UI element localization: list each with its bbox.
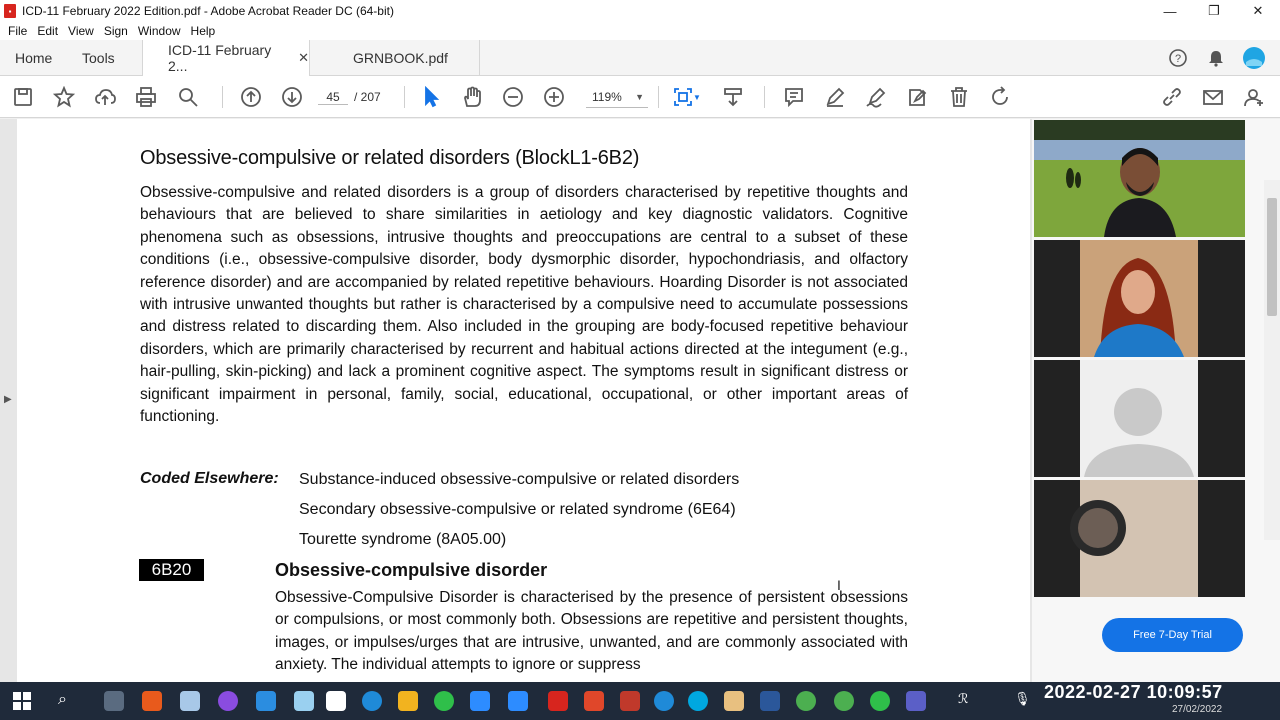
tab-home-label: Home: [15, 50, 53, 66]
coded-item: Tourette syndrome (8A05.00): [299, 531, 507, 548]
app-icon[interactable]: [180, 691, 200, 711]
section-heading: Obsessive-compulsive or related disorders (BlockL1-6B2): [140, 147, 640, 169]
video-participant-1: [1034, 120, 1245, 237]
close-window-button[interactable]: ✕: [1252, 3, 1264, 18]
notification-bell-icon[interactable]: [1204, 46, 1228, 70]
vlc-icon[interactable]: [142, 691, 162, 711]
tab-grnbook-label: GRNBOOK.pdf: [353, 50, 448, 66]
ie-icon[interactable]: [654, 691, 674, 711]
microphone-icon[interactable]: 🎙: [1014, 691, 1031, 706]
text-cursor-icon: I: [837, 577, 841, 593]
document-viewport[interactable]: [0, 119, 1032, 682]
minimize-button[interactable]: —: [1163, 3, 1177, 19]
app-icon[interactable]: [724, 691, 744, 711]
zoom-level-select[interactable]: [586, 86, 648, 108]
menu-bar: [0, 22, 1280, 40]
chrome-icon[interactable]: [796, 691, 816, 711]
app-icon[interactable]: [584, 691, 604, 711]
toolbar-divider: [764, 86, 765, 108]
disorder-heading: Obsessive-compulsive disorder: [275, 560, 548, 580]
section-paragraph: Obsessive-compulsive and related disorders is a group of disorders characterised by repetitive thoughts and behaviours that are believed to share similarities in aetiology and key diagnostic validators. Cognitive phenomena such as obsessions, intrusive thoughts and preoccupations are central to a subset of these conditions (i.e., obsessive-compulsive disorder, body dysmorphic disorder, hypochondriasis, and olfactory reference disorder) and are accompanied by related repetitive behaviours. Hoarding Disorder is not associated with intrusive unwanted thoughts but rather is characterised by a compulsive need to accumulate possessions and distress related to discarding them. Also included in the grouping are body-focused repetitive behaviour disorders, which are primarily characterised by recurrent and habitual actions directed at the integument (e.g., hair-pulling, skin-picking) and lack a prominent cognitive aspect. The symptoms result in significant distress or significant impairment in personal, family, social, educational, occupational, or other important areas of functioning.: [140, 184, 908, 426]
fit-dropdown-chevron-icon[interactable]: ▼: [693, 92, 701, 102]
clock-overlay: 2022-02-27 10:09:57: [1044, 682, 1223, 702]
app-icon[interactable]: [294, 691, 314, 711]
hand-tool-icon[interactable]: [459, 84, 485, 110]
video-participant-3: [1034, 360, 1245, 477]
svg-text:?: ?: [1174, 53, 1182, 65]
coded-item: Secondary obsessive-compulsive or related syndrome (6E64): [299, 501, 736, 518]
account-avatar-icon[interactable]: [1242, 46, 1266, 70]
whatsapp-icon[interactable]: [434, 691, 454, 711]
free-trial-button[interactable]: Free 7-Day Trial: [1102, 618, 1243, 652]
title-bar: [0, 0, 1280, 22]
help-icon[interactable]: [1166, 46, 1190, 70]
select-cursor-icon[interactable]: [418, 84, 444, 110]
edge-icon[interactable]: [362, 691, 382, 711]
menu-file[interactable]: File: [8, 24, 28, 38]
close-tab-icon[interactable]: ✕: [298, 50, 309, 65]
video-participant-2: [1034, 240, 1245, 357]
search-zoom-icon[interactable]: [175, 84, 201, 110]
maximize-button[interactable]: ❐: [1208, 3, 1220, 18]
share-link-icon[interactable]: [1159, 84, 1185, 110]
app-icon[interactable]: [620, 691, 640, 711]
taskbar-date: 27/02/2022: [1172, 704, 1223, 715]
disorder-paragraph: Obsessive-Compulsive Disorder is characterised by the presence of persistent obsessions or compulsions, or most commonly both. Obsessions are repetitive and persistent thoughts, images, or impulses/urges that are intrusive, unwanted, and are commonly associated with anxiety. The individual attempts to ignore or suppress: [275, 589, 908, 674]
delete-trash-icon[interactable]: [946, 84, 972, 110]
page-number-field[interactable]: [318, 86, 392, 108]
menu-help[interactable]: Help: [190, 24, 216, 38]
comment-icon[interactable]: [781, 84, 807, 110]
upload-cloud-icon[interactable]: [92, 84, 118, 110]
acrobat-logo-icon: ▪: [4, 4, 16, 18]
chrome-icon[interactable]: [834, 691, 854, 711]
coded-item: Substance-induced obsessive-compulsive or related disorders: [299, 471, 740, 488]
windows-start-icon[interactable]: [12, 691, 32, 711]
video-participant-4: [1034, 480, 1245, 597]
app-icon[interactable]: [326, 691, 346, 711]
scrollbar-thumb[interactable]: [1267, 198, 1277, 316]
page-total: / 207: [354, 90, 381, 104]
acrobat-icon[interactable]: [548, 691, 568, 711]
chevron-down-icon: ▼: [635, 91, 644, 102]
people-icon[interactable]: ℛ: [958, 691, 969, 706]
email-icon[interactable]: [1200, 84, 1226, 110]
word-icon[interactable]: [760, 691, 780, 711]
tab-home[interactable]: [15, 40, 52, 76]
tab-grnbook[interactable]: [310, 40, 480, 76]
zoom-icon[interactable]: [470, 691, 490, 711]
zoom-out-icon[interactable]: [500, 84, 526, 110]
previous-page-icon[interactable]: [238, 84, 264, 110]
coded-elsewhere-label: Coded Elsewhere:: [140, 470, 279, 487]
expand-left-panel-icon[interactable]: ▶: [4, 394, 12, 405]
file-explorer-icon[interactable]: [398, 691, 418, 711]
toolbar: [0, 76, 1280, 118]
app-icon[interactable]: [256, 691, 276, 711]
menu-edit[interactable]: Edit: [37, 24, 59, 38]
draw-sign-icon[interactable]: [863, 84, 889, 110]
menu-window[interactable]: Window: [137, 24, 181, 38]
menu-view[interactable]: View: [68, 24, 94, 38]
toolbar-divider: [222, 86, 223, 108]
search-icon[interactable]: ⌕: [58, 691, 67, 708]
next-page-icon[interactable]: [279, 84, 305, 110]
tab-tools[interactable]: [82, 40, 115, 76]
app-icon[interactable]: [218, 691, 238, 711]
edit-pdf-icon[interactable]: [904, 84, 930, 110]
tab-bar: [0, 40, 1280, 76]
tab-icd11[interactable]: [142, 40, 310, 76]
zoom-value: 119%: [592, 89, 622, 104]
page-current[interactable]: 45: [318, 90, 348, 105]
print-icon[interactable]: [133, 84, 159, 110]
whatsapp-icon[interactable]: [870, 691, 890, 711]
highlight-pen-icon[interactable]: [822, 84, 848, 110]
save-icon[interactable]: [10, 84, 36, 110]
toolbar-divider: [404, 86, 405, 108]
toolbar-divider: [658, 86, 659, 108]
window-title: ICD-11 February 2022 Edition.pdf - Adobe Acrobat Reader DC (64-bit): [22, 4, 394, 18]
rotate-icon[interactable]: [987, 84, 1013, 110]
task-view-icon[interactable]: [104, 691, 124, 711]
zoom-icon[interactable]: [508, 691, 528, 711]
skype-icon[interactable]: [688, 691, 708, 711]
scroll-mode-icon[interactable]: [720, 84, 746, 110]
zoom-in-icon[interactable]: [541, 84, 567, 110]
add-user-icon[interactable]: [1241, 84, 1267, 110]
teams-icon[interactable]: [906, 691, 926, 711]
code-badge: 6B20: [139, 559, 204, 581]
menu-sign[interactable]: Sign: [103, 24, 128, 38]
tab-tools-label: Tools: [82, 50, 115, 66]
bookmark-star-icon[interactable]: [51, 84, 77, 110]
tab-icd11-label: ICD-11 February 2...: [168, 42, 272, 74]
